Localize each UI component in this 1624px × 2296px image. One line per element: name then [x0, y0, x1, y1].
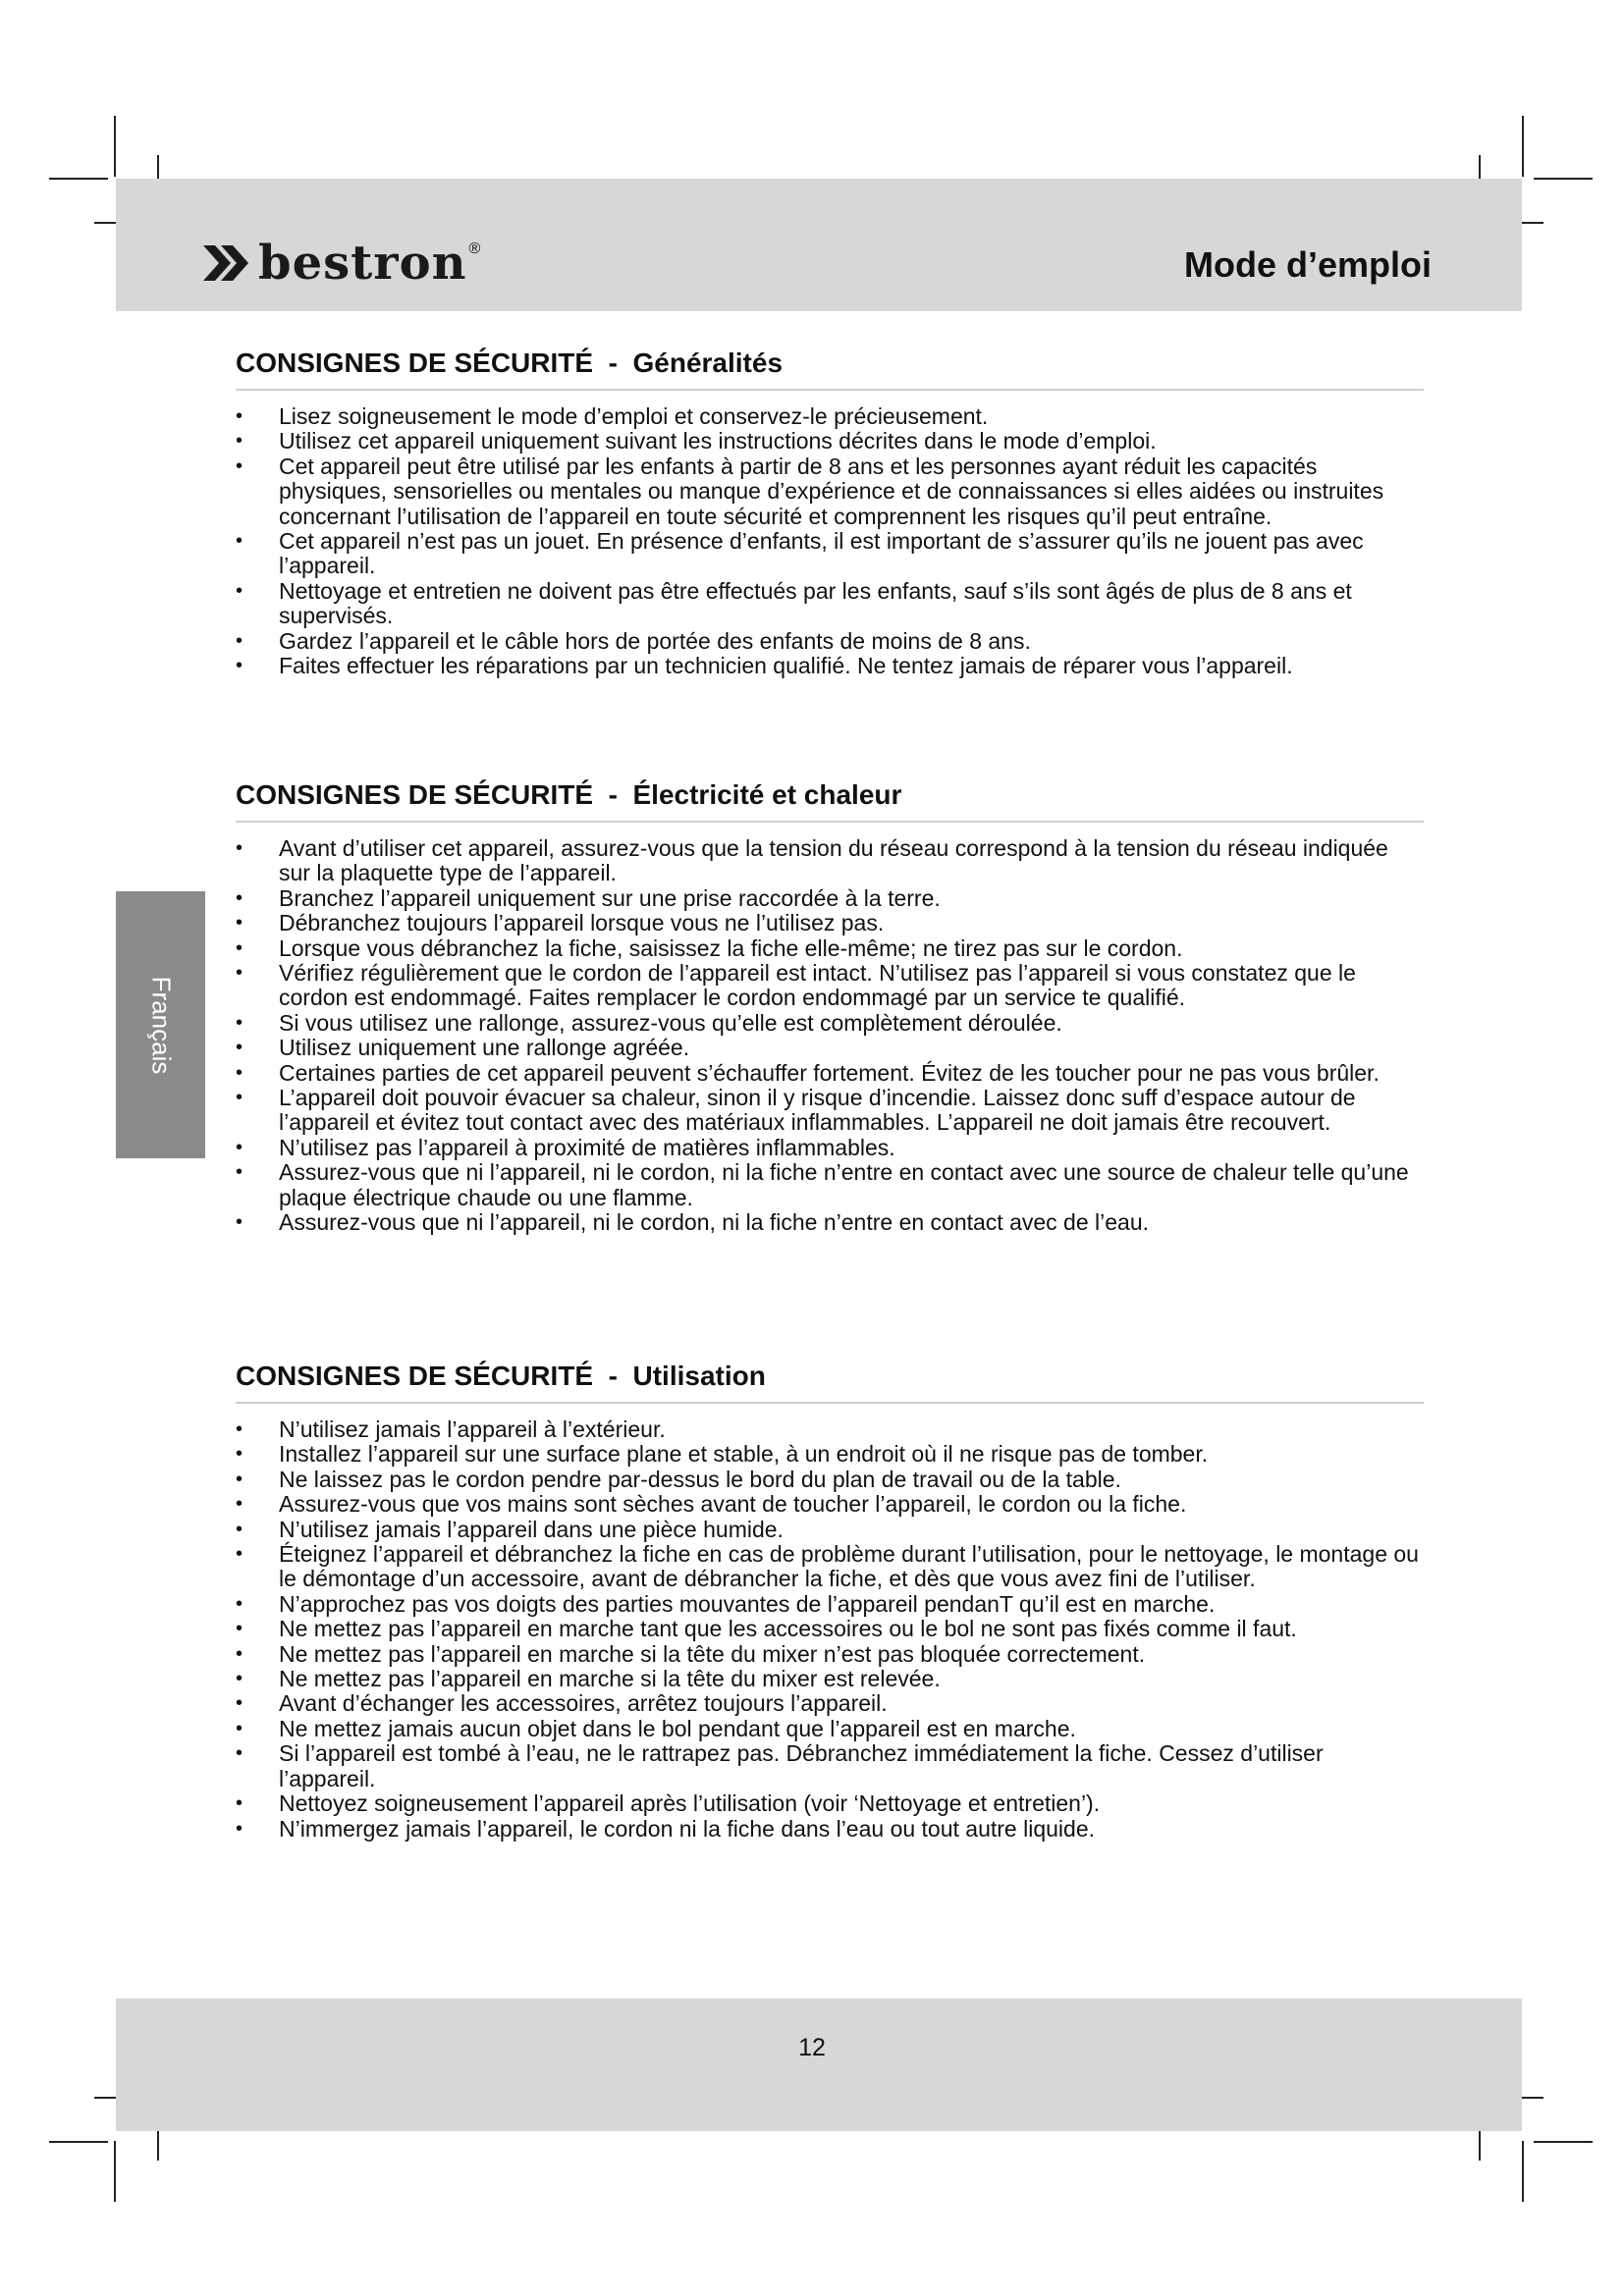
list-item: • N’utilisez pas l’appareil à proximité de matières inflammables. [236, 1136, 1424, 1160]
list-item: • Assurez-vous que ni l’appareil, ni le cordon, ni la fiche n’entre en contact avec de l’eau. [236, 1210, 1424, 1235]
list-item: • Ne mettez pas l’appareil en marche tant que les accessoires ou le bol ne sont pas fixés comme il faut. [236, 1617, 1424, 1641]
section-heading: CONSIGNES DE SÉCURITÉ - Généralités [236, 347, 1424, 391]
document-title: Mode d’emploi [1184, 244, 1432, 285]
instruction-list [236, 404, 1424, 678]
crop-mark [1522, 116, 1524, 177]
list-item: • Utilisez uniquement une rallonge agréée. [236, 1036, 1424, 1060]
instruction-list [236, 1417, 1424, 1842]
list-item: • Lorsque vous débranchez la fiche, saisissez la fiche elle-même; ne tirez pas sur le cordon. [236, 936, 1424, 961]
list-item: • Certaines parties de cet appareil peuvent s’échauffer fortement. Évitez de les toucher pour ne pas vous brûler. [236, 1061, 1424, 1086]
crop-mark [1534, 2141, 1593, 2143]
list-item: • Faites effectuer les réparations par un technicien qualifié. Ne tentez jamais de réparer vous l’appareil. [236, 654, 1424, 678]
list-item: • N’utilisez jamais l’appareil dans une pièce humide. [236, 1518, 1424, 1542]
list-item: • N’approchez pas vos doigts des parties mouvantes de l’appareil pendanT qu’il est en marche. [236, 1592, 1424, 1617]
list-item: • Nettoyage et entretien ne doivent pas être effectués par les enfants, sauf s’ils sont âgés de plus de 8 ans et supervisés. [236, 579, 1424, 629]
list-item: • Si vous utilisez une rallonge, assurez-vous qu’elle est complètement déroulée. [236, 1011, 1424, 1036]
list-item: • Ne mettez pas l’appareil en marche si la tête du mixer est relevée. [236, 1667, 1424, 1691]
list-item: • Avant d’utiliser cet appareil, assurez-vous que la tension du réseau correspond à la tension du réseau indiquée sur la plaquette type de l’appareil. [236, 836, 1424, 886]
list-item: • Ne mettez jamais aucun objet dans le bol pendant que l’appareil est en marche. [236, 1717, 1424, 1741]
crop-mark [114, 116, 116, 177]
section-heading: CONSIGNES DE SÉCURITÉ - Utilisation [236, 1361, 1424, 1404]
crop-mark [1522, 2141, 1524, 2202]
section-heading: CONSIGNES DE SÉCURITÉ - Électricité et chaleur [236, 779, 1424, 823]
registered-mark: ® [468, 240, 481, 257]
list-item: • Débranchez toujours l’appareil lorsque vous ne l’utilisez pas. [236, 911, 1424, 935]
list-item: • Lisez soigneusement le mode d’emploi et conservez-le précieusement. [236, 404, 1424, 429]
list-item: • Installez l’appareil sur une surface plane et stable, à un endroit où il ne risque pas de tomber. [236, 1442, 1424, 1467]
list-item: • Si l’appareil est tombé à l’eau, ne le rattrapez pas. Débranchez immédiatement la fiche. Cessez d’utiliser l’appareil. [236, 1741, 1424, 1791]
list-item: • Gardez l’appareil et le câble hors de portée des enfants de moins de 8 ans. [236, 629, 1424, 654]
section-general [236, 347, 1424, 678]
list-item: • Vérifiez régulièrement que le cordon de l’appareil est intact. N’utilisez pas l’appareil si vous constatez que le cordon est endommagé. Faites remplacer le cordon endommagé par un service te qualifié. [236, 961, 1424, 1011]
footer-band [116, 1999, 1522, 2131]
language-label: Français [146, 976, 177, 1074]
page-number: 12 [798, 2034, 826, 2061]
list-item: • N’immergez jamais l’appareil, le cordon ni la fiche dans l’eau ou tout autre liquide. [236, 1817, 1424, 1842]
chevrons-icon [201, 243, 252, 283]
list-item: • Nettoyez soigneusement l’appareil après l’utilisation (voir ‘Nettoyage et entretien’). [236, 1791, 1424, 1816]
language-tab [116, 891, 205, 1158]
crop-mark [49, 178, 108, 180]
list-item: • L’appareil doit pouvoir évacuer sa chaleur, sinon il y risque d’incendie. Laissez donc suff d’espace autour de l’appareil et évitez tout contact avec des matériaux inflammables. L’appareil ne doit jamais être recouvert. [236, 1086, 1424, 1136]
list-item: • Éteignez l’appareil et débranchez la fiche en cas de problème durant l’utilisation, pour le nettoyage, le montage ou le démontage d’un accessoire, avant de débrancher la fiche, et dès que vous avez fini de l’utiliser. [236, 1542, 1424, 1592]
list-item: • Ne mettez pas l’appareil en marche si la tête du mixer n’est pas bloquée correctement. [236, 1642, 1424, 1667]
list-item: • Branchez l’appareil uniquement sur une prise raccordée à la terre. [236, 886, 1424, 911]
crop-mark [49, 2141, 108, 2143]
list-item: • Cet appareil n’est pas un jouet. En présence d’enfants, il est important de s’assurer qu’ils ne jouent pas avec l’appareil. [236, 529, 1424, 579]
brand-logo [201, 236, 480, 291]
section-electricity-heat [236, 779, 1424, 1236]
list-item: • Cet appareil peut être utilisé par les enfants à partir de 8 ans et les personnes ayant réduit les capacités physiques, sensorielles ou mentales ou manque d’expérience et de connaissances si elles aidées ou instruites concernant l’utilisation de l’appareil en toute sécurité et comprennent les risques qu’il peut entraîne. [236, 454, 1424, 529]
list-item: • Ne laissez pas le cordon pendre par-dessus le bord du plan de travail ou de la table. [236, 1468, 1424, 1492]
crop-mark [1534, 178, 1593, 180]
list-item: • Utilisez cet appareil uniquement suivant les instructions décrites dans le mode d’emploi. [236, 429, 1424, 454]
list-item: • Assurez-vous que vos mains sont sèches avant de toucher l’appareil, le cordon ou la fiche. [236, 1492, 1424, 1517]
section-usage [236, 1361, 1424, 1842]
crop-mark [114, 2141, 116, 2202]
instruction-list [236, 836, 1424, 1236]
list-item: • Assurez-vous que ni l’appareil, ni le cordon, ni la fiche n’entre en contact avec une source de chaleur telle qu’une plaque électrique chaude ou une flamme. [236, 1160, 1424, 1210]
brand-name: bestron [258, 236, 467, 291]
list-item: • N’utilisez jamais l’appareil à l’extérieur. [236, 1417, 1424, 1442]
list-item: • Avant d’échanger les accessoires, arrêtez toujours l’appareil. [236, 1691, 1424, 1716]
